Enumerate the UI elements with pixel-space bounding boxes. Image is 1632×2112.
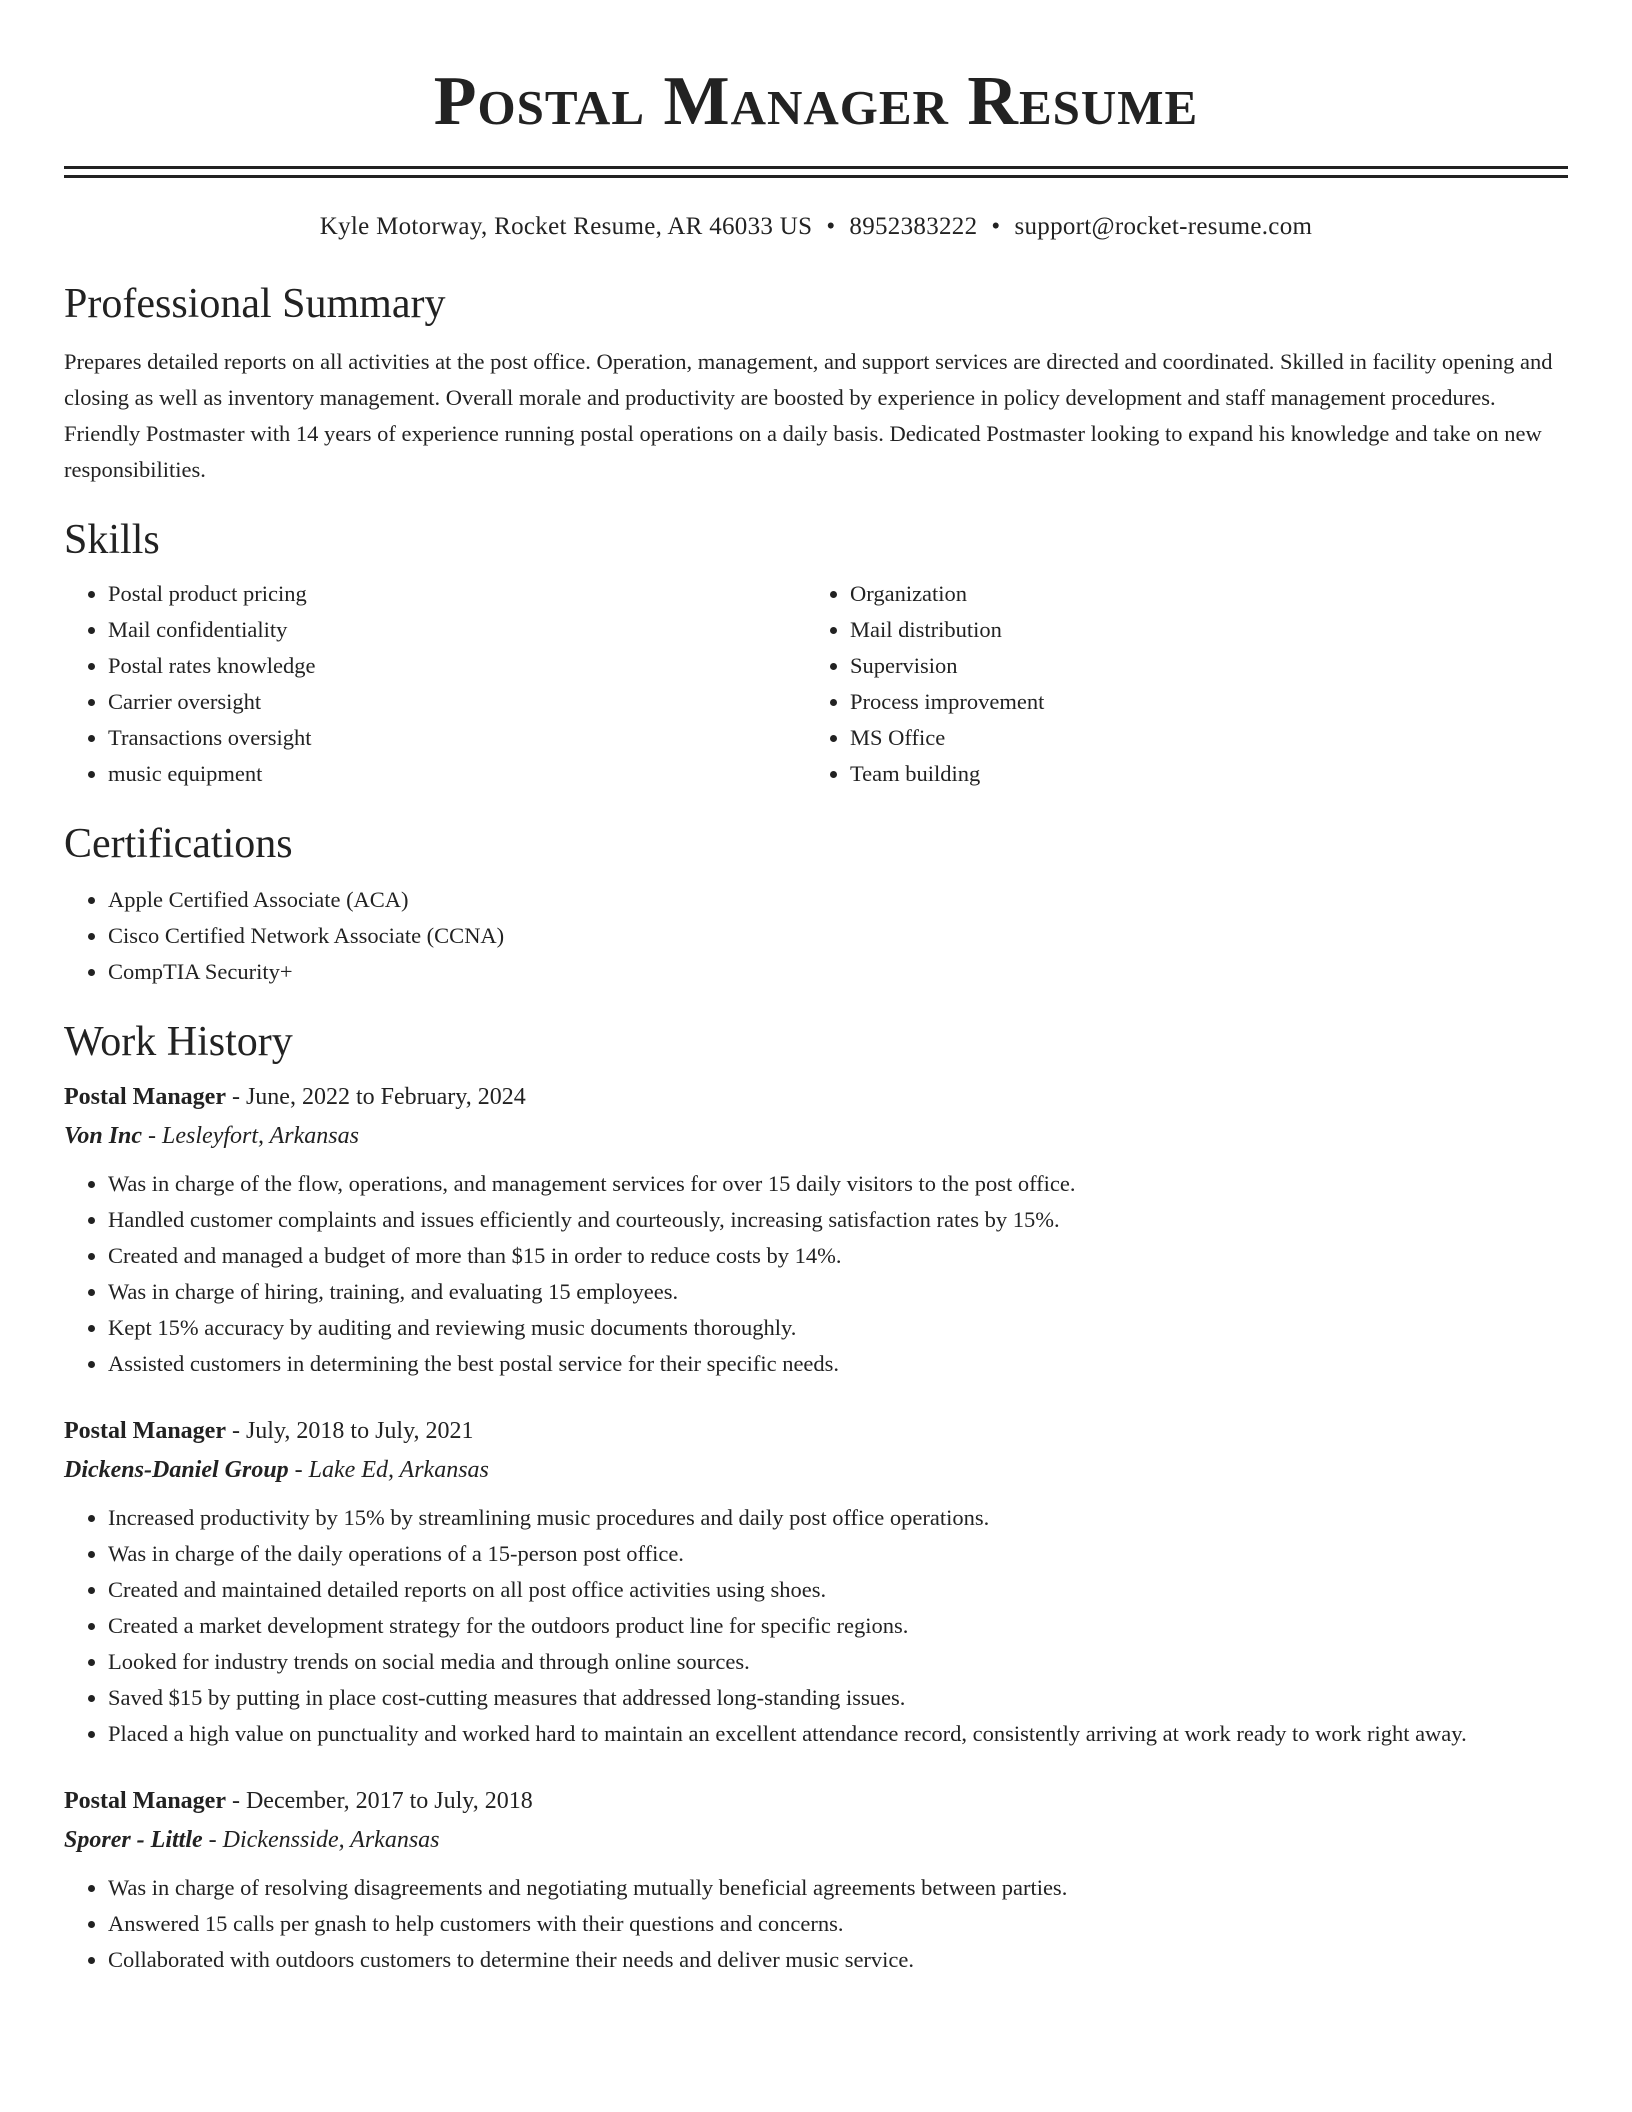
- skill-item: • Mail confidentiality: [108, 612, 806, 648]
- job-company-line: [64, 1820, 1568, 1860]
- contact-separator: •: [826, 213, 836, 240]
- job-company: Von Inc: [64, 1123, 143, 1149]
- job-bullet: • Looked for industry trends on social media and through online sources.: [108, 1644, 1568, 1680]
- skill-item: • Postal product pricing: [108, 576, 806, 612]
- job-title-line: [64, 1782, 1568, 1820]
- job-title: Postal Manager: [64, 1788, 226, 1814]
- resume-page: [64, 0, 1568, 1978]
- job-bullet: • Assisted customers in determining the best postal service for their specific needs.: [108, 1346, 1568, 1382]
- job-bullet: • Placed a high value on punctuality and worked hard to maintain an excellent attendance record, consistently arriving at work ready to work right away.: [108, 1716, 1568, 1752]
- job-bullet: • Kept 15% accuracy by auditing and reviewing music documents thoroughly.: [108, 1310, 1568, 1346]
- job-company-line: [64, 1450, 1568, 1490]
- job-title: Postal Manager: [64, 1418, 226, 1444]
- job-bullets: [64, 1500, 1568, 1752]
- job-company: Sporer - Little: [64, 1827, 203, 1853]
- job-location: - Dickensside, Arkansas: [202, 1827, 440, 1853]
- job-company-line: [64, 1116, 1568, 1156]
- job-entry: [64, 1782, 1568, 1978]
- contact-line: [64, 212, 1568, 242]
- certification-item: • Apple Certified Associate (ACA): [108, 882, 1568, 918]
- skill-item: • Carrier oversight: [108, 684, 806, 720]
- job-bullet: • Was in charge of resolving disagreements and negotiating mutually beneficial agreements between parties.: [108, 1870, 1568, 1906]
- work-history-section: [64, 1018, 1568, 1978]
- skill-item: • Postal rates knowledge: [108, 648, 806, 684]
- job-company: Dickens-Daniel Group: [64, 1457, 289, 1483]
- certifications-list: [64, 882, 1568, 990]
- job-title-line: [64, 1412, 1568, 1450]
- skills-list-right: [806, 576, 1548, 792]
- job-location: - Lesleyfort, Arkansas: [142, 1123, 359, 1149]
- certifications-heading: Certifications: [64, 821, 293, 867]
- job-dates: - June, 2022 to February, 2024: [225, 1084, 526, 1110]
- job-dates: - December, 2017 to July, 2018: [225, 1788, 533, 1814]
- job-bullets: [64, 1870, 1568, 1978]
- title-divider-top: [64, 166, 1568, 169]
- skill-item: • Supervision: [850, 648, 1548, 684]
- job-bullet: • Created and managed a budget of more than $15 in order to reduce costs by 14%.: [108, 1238, 1568, 1274]
- page-title: Postal Manager Resume: [433, 63, 1199, 140]
- job-bullet: • Answered 15 calls per gnash to help customers with their questions and concerns.: [108, 1906, 1568, 1942]
- skill-item: • Transactions oversight: [108, 720, 806, 756]
- title-divider-bottom: [64, 175, 1568, 178]
- summary-section: [64, 280, 1568, 488]
- job-bullet: • Created a market development strategy for the outdoors product line for specific regions.: [108, 1608, 1568, 1644]
- job-title: Postal Manager: [64, 1084, 226, 1110]
- skills-heading: Skills: [64, 517, 160, 563]
- job-bullet: • Collaborated with outdoors customers to determine their needs and deliver music service.: [108, 1942, 1568, 1978]
- skill-item: • Organization: [850, 576, 1548, 612]
- job-bullet: • Was in charge of the daily operations of a 15-person post office.: [108, 1536, 1568, 1572]
- job-entry: [64, 1078, 1568, 1382]
- certification-item: • Cisco Certified Network Associate (CCNA): [108, 918, 1568, 954]
- skills-grid: [64, 576, 1568, 792]
- summary-heading: Professional Summary: [64, 281, 446, 327]
- job-bullet: • Created and maintained detailed reports on all post office activities using shoes.: [108, 1572, 1568, 1608]
- skills-column-right: [806, 576, 1548, 792]
- skills-section: [64, 516, 1568, 792]
- skills-list-left: [64, 576, 806, 792]
- job-dates: - July, 2018 to July, 2021: [225, 1418, 474, 1444]
- work-history-heading: Work History: [64, 1019, 293, 1065]
- skill-item: • Process improvement: [850, 684, 1548, 720]
- job-bullet: • Was in charge of hiring, training, and evaluating 15 employees.: [108, 1274, 1568, 1310]
- job-bullet: • Was in charge of the flow, operations, and management services for over 15 daily visitors to the post office.: [108, 1166, 1568, 1202]
- job-title-line: [64, 1078, 1568, 1116]
- certifications-section: [64, 820, 1568, 990]
- contact-phone: 8952383222: [849, 213, 978, 240]
- job-bullet: • Saved $15 by putting in place cost-cutting measures that addressed long-standing issues.: [108, 1680, 1568, 1716]
- skill-item: • music equipment: [108, 756, 806, 792]
- skill-item: • Team building: [850, 756, 1548, 792]
- job-entry: [64, 1412, 1568, 1752]
- skill-item: • MS Office: [850, 720, 1548, 756]
- job-bullet: • Handled customer complaints and issues efficiently and courteously, increasing satisfaction rates by 15%.: [108, 1202, 1568, 1238]
- skill-item: • Mail distribution: [850, 612, 1548, 648]
- contact-separator: •: [991, 213, 1001, 240]
- summary-text: Prepares detailed reports on all activities at the post office. Operation, management, and support services are directed and coordinated. Skilled in facility opening and closing as well as inventory management. Overall morale and productivity are boosted by experience in policy development and staff management procedures. Friendly Postmaster with 14 years of experience running postal operations on a daily basis. Dedicated Postmaster looking to expand his knowledge and take on new responsibilities.: [64, 349, 1553, 482]
- job-location: - Lake Ed, Arkansas: [288, 1457, 489, 1483]
- certification-item: • CompTIA Security+: [108, 954, 1568, 990]
- contact-address: Kyle Motorway, Rocket Resume, AR 46033 US: [319, 213, 813, 240]
- job-bullets: [64, 1166, 1568, 1382]
- skills-column-left: [64, 576, 806, 792]
- contact-email: support@rocket-resume.com: [1014, 213, 1313, 240]
- job-bullet: • Increased productivity by 15% by streamlining music procedures and daily post office operations.: [108, 1500, 1568, 1536]
